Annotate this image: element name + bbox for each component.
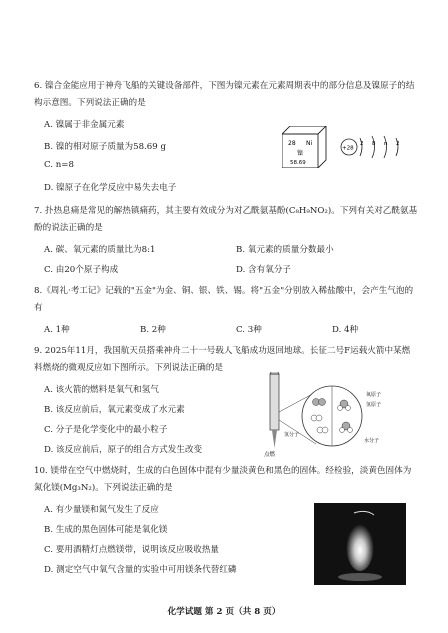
magnesium-burning-photo bbox=[314, 503, 406, 585]
q10-option-b: B. 生成的黑色固体可能是氧化镁 bbox=[44, 525, 168, 535]
page-footer: 化学试题 第 2 页（共 8 页） bbox=[167, 607, 281, 617]
question-9-stem: 9. 2025年11月，我国航天员搭乘神舟二十一号载人飞船成功返回地球。长征二号F运载火箭中某燃料燃烧的微观反应如下图所示。下列说法正确的是 bbox=[34, 346, 411, 373]
q9-option-c: C. 分子是化学变化中的最小粒子 bbox=[44, 425, 168, 435]
q10-option-c: C. 要用酒精灯点燃镁带，说明该反应吸收热量 bbox=[44, 545, 220, 555]
periodic-table-cell bbox=[282, 126, 328, 168]
q7-option-b: B. 氧元素的质量分数最小 bbox=[236, 245, 334, 255]
q7-option-d: D. 含有氧分子 bbox=[236, 265, 292, 275]
question-10 bbox=[34, 463, 418, 496]
q8-option-b: B. 2种 bbox=[140, 325, 166, 335]
q7-option-a: A. 碳、氧元素的质量比为8:1 bbox=[44, 245, 156, 255]
q6-option-a: A. 镍属于非金属元素 bbox=[44, 120, 125, 130]
question-7-stem: 7. 扑热息痛是常见的解热镇痛药，其主要有效成分为对乙酰氨基酚(C₈H₉NO₂)。下列有关对乙酰氨基酚的说法正确的是 bbox=[34, 206, 418, 233]
question-8-stem: 8.《周礼·考工记》记载的"五金"为金、铜、银、铁、锡。将"五金"分别放入稀盐酸中，会产生气泡的有 bbox=[34, 286, 414, 313]
q7-option-c: C. 由20个原子构成 bbox=[44, 265, 119, 275]
legend-hydrogen: 氢原子 bbox=[366, 402, 382, 408]
reactant-label: 氢分子 bbox=[284, 432, 300, 438]
rocket-label: 点燃 bbox=[264, 452, 276, 458]
q9-option-a: A. 该火箭的燃料是氧气和氢气 bbox=[44, 385, 159, 395]
question-10-stem: 10. 镁带在空气中燃烧时，生成的白色固体中混有少量淡黄色和黑色的固体。经检验，淡黄色固体为氮化镁(Mg₃N₂)。下列说法正确的是 bbox=[34, 466, 412, 493]
atomic-number: 28 bbox=[288, 140, 296, 147]
shell-4: 2 bbox=[396, 141, 400, 147]
combustion-diagram bbox=[256, 372, 406, 458]
nucleus-charge: +28 bbox=[342, 145, 354, 152]
q8-option-a: A. 1种 bbox=[44, 325, 70, 335]
shell-1: 2 bbox=[360, 141, 364, 147]
q6-option-b: B. 镍的相对原子质量为58.69 g bbox=[44, 142, 166, 152]
shell-2: 8 bbox=[372, 141, 376, 147]
shell-3: n bbox=[384, 141, 388, 147]
question-7 bbox=[34, 203, 418, 236]
atom-structure-diagram bbox=[340, 134, 410, 162]
q10-option-a: A. 有少量镁和氮气发生了反应 bbox=[44, 505, 159, 515]
q8-option-d: D. 4种 bbox=[332, 325, 359, 335]
product-label: 水分子 bbox=[364, 438, 380, 444]
question-6 bbox=[34, 78, 418, 111]
element-name: 镍 bbox=[297, 150, 304, 157]
legend-oxygen: 氧原子 bbox=[366, 392, 382, 398]
question-8 bbox=[34, 283, 418, 316]
q9-option-b: B. 该反应前后，氧元素变成了水元素 bbox=[44, 405, 185, 415]
q10-option-d: D. 测定空气中氧气含量的实验中可用镁条代替红磷 bbox=[44, 565, 237, 575]
q9-option-d: D. 该反应前后，原子的组合方式发生改变 bbox=[44, 445, 203, 455]
q8-option-c: C. 3种 bbox=[236, 325, 262, 335]
atomic-mass: 58.69 bbox=[290, 160, 306, 166]
element-symbol: Ni bbox=[306, 140, 313, 147]
q6-option-d: D. 镍原子在化学反应中易失去电子 bbox=[44, 183, 177, 193]
question-6-stem: 6. 镍合金能应用于神舟飞船的关键设备部件，下图为镍元素在元素周期表中的部分信息及镍原子的结构示意图。下列说法正确的是 bbox=[34, 81, 415, 108]
q6-option-c: C. n=8 bbox=[44, 160, 74, 170]
